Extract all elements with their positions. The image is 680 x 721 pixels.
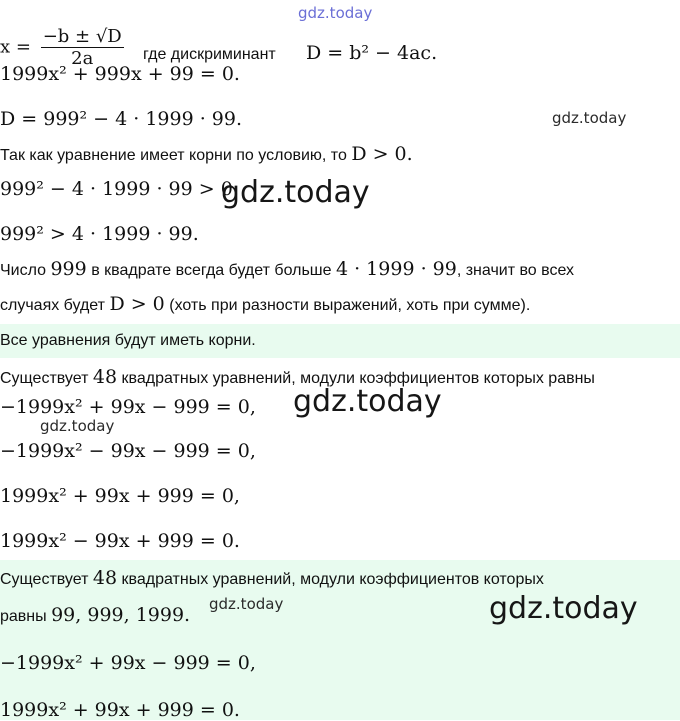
p2-math: D > 0 xyxy=(109,293,165,315)
formula-discriminant: D = b² − 4ac. xyxy=(306,42,438,64)
roots-condition-line xyxy=(0,143,413,165)
watermark-top: gdz.today xyxy=(298,4,373,22)
exists-line-2b xyxy=(0,604,190,626)
watermark-large-2: gdz.today xyxy=(293,384,442,419)
roots-condition-text: Так как уравнение имеет корни по условию, то xyxy=(0,147,347,164)
watermark-small-3: gdz.today xyxy=(209,595,284,613)
equation-q4: 1999x² − 99x + 999 = 0. xyxy=(0,530,240,552)
inequality-1: 999² − 4 · 1999 · 99 > 0. xyxy=(0,178,239,200)
equation-q5: −1999x² + 99x − 999 = 0, xyxy=(0,652,256,674)
p1-math-b: 4 · 1999 · 99 xyxy=(335,258,457,280)
watermark-large-3: gdz.today xyxy=(489,591,638,626)
inequality-2: 999² > 4 · 1999 · 99. xyxy=(0,223,199,245)
roots-condition-math: D > 0. xyxy=(351,143,413,165)
exists1-count: 48 xyxy=(92,366,118,388)
p2-text-a: случаях будет xyxy=(0,297,105,314)
formula-text: где дискриминант xyxy=(143,46,276,63)
watermark-small-2: gdz.today xyxy=(40,417,115,435)
formula-numerator: −b ± √D xyxy=(42,26,122,47)
p2-text-b: (хоть при разности выражений, хоть при сумме). xyxy=(169,297,531,314)
exists2-values: 99, 999, 1999. xyxy=(51,604,191,626)
paragraph-line-1 xyxy=(0,258,574,280)
exists-line-2 xyxy=(0,567,544,589)
conclusion-all-roots: Все уравнения будут иметь корни. xyxy=(0,332,256,349)
exists2-text-c: равны xyxy=(0,608,47,625)
watermark-large-1: gdz.today xyxy=(221,175,370,210)
exists1-text-b: квадратных уравнений, модули коэффициентов которых равны xyxy=(121,370,595,387)
equation-q6: 1999x² + 99x + 999 = 0. xyxy=(0,699,240,721)
exists2-text-a: Существует xyxy=(0,571,89,588)
exists1-text-a: Существует xyxy=(0,370,89,387)
p1-text-c: , значит во всех xyxy=(456,262,575,279)
equation-main: 1999x² + 999x + 99 = 0. xyxy=(0,63,240,85)
quadratic-formula-header xyxy=(0,26,460,69)
paragraph-line-2 xyxy=(0,293,530,315)
p1-text-a: Число xyxy=(0,262,47,279)
p1-math-a: 999 xyxy=(50,258,87,280)
equation-q3: 1999x² + 99x + 999 = 0, xyxy=(0,485,240,507)
equation-q1: −1999x² + 99x − 999 = 0, xyxy=(0,396,256,418)
exists2-text-b: квадратных уравнений, модули коэффициентов которых xyxy=(121,571,544,588)
p1-text-b: в квадрате всегда будет больше xyxy=(91,262,332,279)
formula-lhs: x = xyxy=(0,36,31,58)
watermark-small-1: gdz.today xyxy=(552,109,627,127)
equation-q2: −1999x² − 99x − 999 = 0, xyxy=(0,440,256,462)
discriminant-formula: D = 999² − 4 · 1999 · 99. xyxy=(0,108,243,130)
formula-denominator: 2a xyxy=(71,48,94,69)
exists2-count: 48 xyxy=(92,567,118,589)
